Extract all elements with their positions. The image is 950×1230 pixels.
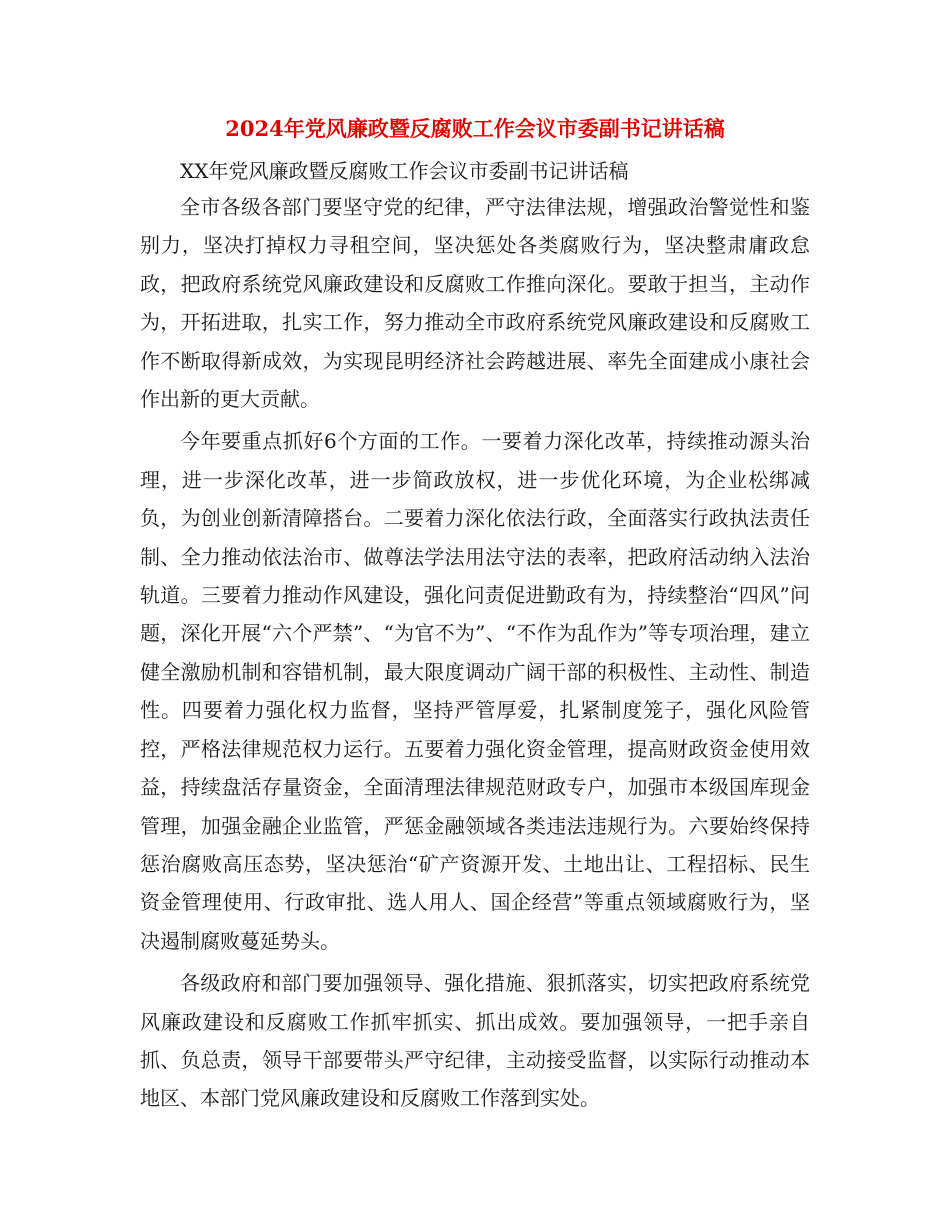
- document-body: [140, 154, 810, 1118]
- paragraph-1: 全市各级各部门要坚守党的纪律，严守法律法规，增强政治警觉性和鉴别力，坚决打掉权力寻租空间，坚决惩处各类腐败行为，坚决整肃庸政怠政，把政府系统党风廉政建设和反腐败工作推向深化。要敢于担当，主动作为，开拓进取，扎实工作，努力推动全市政府系统党风廉政建设和反腐败工作不断取得新成效，为实现昆明经济社会跨越进展、率先全面建成小康社会作出新的更大贡献。: [140, 195, 810, 412]
- paragraph-2: 今年要重点抓好6个方面的工作。一要着力深化改革，持续推动源头治理，进一步深化改革，进一步简政放权，进一步优化环境，为企业松绑减负，为创业创新清障搭台。二要着力深化依法行政，全面落实行政执法责任制、全力推动依法治市、做尊法学法用法守法的表率，把政府活动纳入法治轨道。三要着力推动作风建设，强化问责促进勤政有为，持续整治“四风”问题，深化开展“六个严禁”、“为官不为”、“不作为乱作为”等专项治理，建立健全激励机制和容错机制，最大限度调动广阔干部的积极性、主动性、制造性。四要着力强化权力监督，坚持严管厚爱，扎紧制度笼子，强化风险管控，严格法律规范权力运行。五要着力强化资金管理，提高财政资金使用效益，持续盘活存量资金，全面清理法律规范财政专户，加强市本级国库现金管理，加强金融企业监管，严惩金融领域各类违法违规行为。六要始终保持惩治腐败高压态势，坚决惩治“矿产资源开发、土地出让、工程招标、民生资金管理使用、行政审批、选人用人、国企经营”等重点领域腐败行为，坚决遏制腐败蔓延势头。: [140, 429, 810, 953]
- paragraph-3: 各级政府和部门要加强领导、强化措施、狠抓落实，切实把政府系统党风廉政建设和反腐败工作抓牢抓实、抓出成效。要加强领导，一把手亲自抓、负总责，领导干部要带头严守纪律，主动接受监督，以实际行动推动本地区、本部门党风廉政建设和反腐败工作落到实处。: [140, 971, 810, 1111]
- document-title: 2024年党风廉政暨反腐败工作会议市委副书记讲话稿: [225, 116, 725, 141]
- document-subtitle: XX年党风廉政暨反腐败工作会议市委副书记讲话稿: [180, 159, 629, 183]
